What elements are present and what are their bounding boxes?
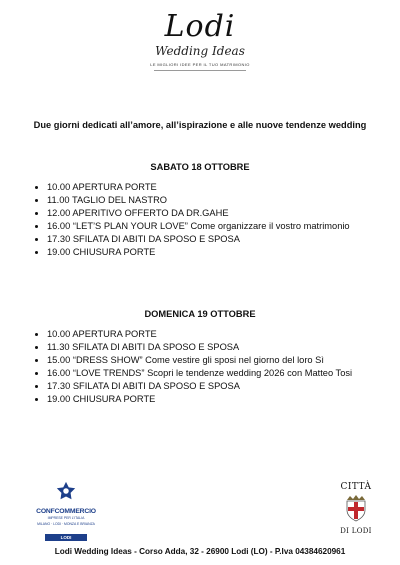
list-item: • 19.00 CHIUSURA PORTE [47, 393, 352, 406]
citta-di-lodi-logo [330, 482, 382, 535]
confcommercio-emblem-icon [55, 480, 77, 502]
logo-mark: Lodi [164, 9, 236, 44]
day-title-sunday: DOMENICA 19 OTTOBRE [144, 309, 256, 319]
list-item: • 17.30 SFILATA DI ABITI DA SPOSO E SPOSA [47, 233, 350, 246]
logo [0, 9, 400, 71]
list-item: • 16.00 “LOVE TRENDS” Scopri le tendenze wedding 2026 con Matteo Tosi [47, 367, 352, 380]
list-item: • 17.30 SFILATA DI ABITI DA SPOSO E SPOSA [47, 380, 352, 393]
schedule-list-sunday [34, 328, 352, 407]
list-item: • 11.30 SFILATA DI ABITI DA SPOSO E SPOSA [47, 341, 352, 354]
logo-divider [154, 70, 246, 71]
logo-tagline: LE MIGLIORI IDEE PER IL TUO MATRIMONIO [150, 62, 250, 67]
confcommercio-name: CONFCOMMERCIO [36, 508, 96, 515]
footer-text: Lodi Wedding Ideas - Corso Adda, 32 - 26900 Lodi (LO) - P.Iva 04384620961 [54, 547, 346, 556]
list-item: • 11.00 TAGLIO DEL NASTRO [47, 194, 350, 207]
intro-text: Due giorni dedicati all’amore, all’ispirazione e alle nuove tendenze wedding [33, 120, 367, 130]
coat-of-arms-icon [344, 494, 368, 522]
confcommercio-badge: LODI [45, 534, 88, 541]
confcommercio-subtitle: IMPRESE PER L’ITALIA [47, 516, 85, 520]
day-title-saturday: SABATO 18 OTTOBRE [150, 162, 250, 172]
citta-top-text: CITTÀ [340, 482, 372, 492]
citta-bottom-text: DI LODI [340, 527, 372, 535]
logo-script: Wedding Ideas [155, 44, 245, 58]
confcommercio-logo [26, 480, 106, 544]
list-item: • 19.00 CHIUSURA PORTE [47, 246, 350, 259]
schedule-list-saturday [34, 181, 350, 260]
list-item: • 15.00 “DRESS SHOW” Come vestire gli sposi nel giorno del loro Sì [47, 354, 352, 367]
list-item: • 16.00 “LET’S PLAN YOUR LOVE” Come organizzare il vostro matrimonio [47, 220, 350, 233]
list-item: • 12.00 APERITIVO OFFERTO DA DR.GAHE [47, 207, 350, 220]
list-item: • 10.00 APERTURA PORTE [47, 181, 350, 194]
confcommercio-area: MILANO · LODI · MONZA E BRIANZA [37, 522, 95, 526]
list-item: • 10.00 APERTURA PORTE [47, 328, 352, 341]
